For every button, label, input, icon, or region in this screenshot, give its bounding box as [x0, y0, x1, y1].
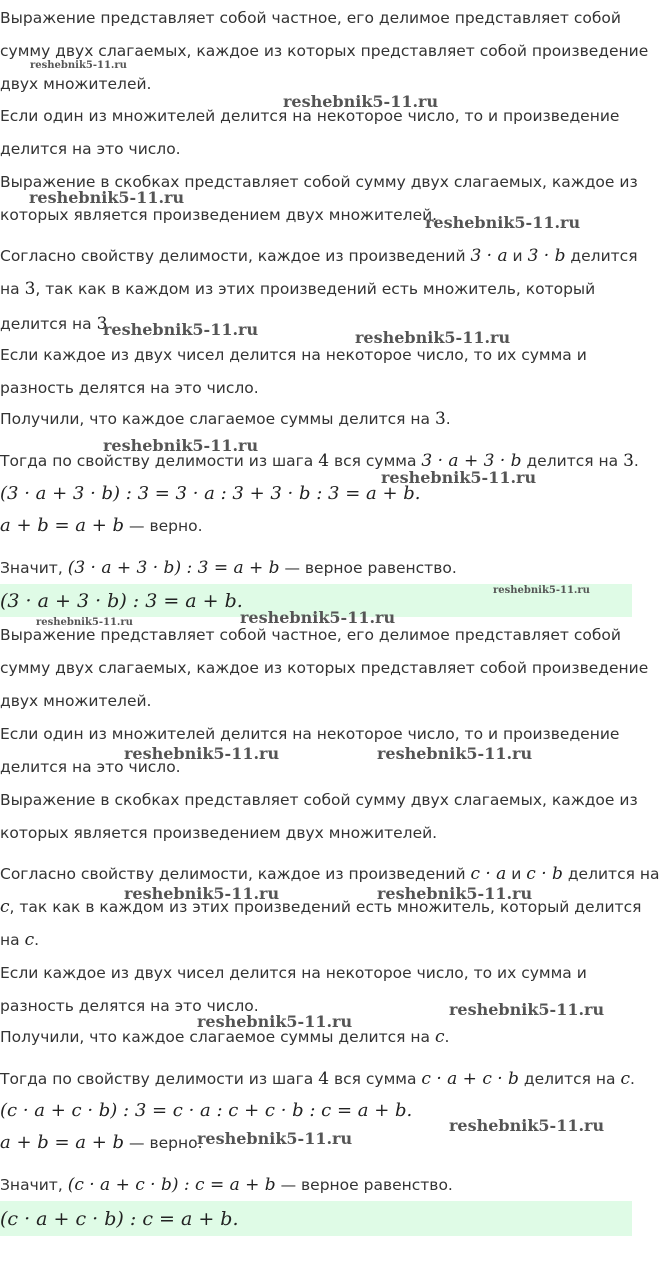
p2-line-10: на c. [0, 930, 40, 950]
p1-line-3: двух множителей. [0, 75, 152, 93]
p2-line-8: Согласно свойству делимости, каждое из произведений c · a и c · b делится на [0, 864, 660, 884]
p1-formula-2: a + b = a + b — верно. [0, 515, 203, 536]
math-inline: (3 · a + 3 · b) : 3 = a + b [67, 558, 280, 578]
watermark: reshebnik5-11.ru [377, 884, 533, 903]
math-inline: c [0, 897, 10, 917]
p1-answer: (3 · a + 3 · b) : 3 = a + b. [0, 590, 243, 612]
math-inline: 4 [318, 1069, 330, 1089]
watermark: reshebnik5-11.ru [197, 1129, 353, 1148]
p2-line-5: делится на это число. [0, 758, 181, 776]
math-inline: c · a [470, 864, 507, 884]
math-inline: 3 [96, 314, 108, 334]
math-inline: 3 [623, 451, 634, 471]
math-inline: c [620, 1069, 631, 1089]
p1-line-10: делится на 3 [0, 314, 108, 334]
p2-line-6: Выражение в скобках представляет собой сумму двух слагаемых, каждое из [0, 791, 638, 809]
p1-line-7: которых является произведением двух множителей. [0, 206, 438, 224]
p2-line-2: сумму двух слагаемых, каждое из которых представляет собой произведение [0, 659, 649, 677]
p2-line-9: c, так как в каждом из этих произведений есть множитель, который делится [0, 897, 642, 917]
watermark: reshebnik5-11.ru [240, 608, 396, 627]
p1-line-2: сумму двух слагаемых, каждое из которых представляет собой произведение [0, 42, 649, 60]
math-inline: c · a + c · b [421, 1069, 519, 1089]
p1-line-4: Если один из множителей делится на некоторое число, то и произведение [0, 107, 620, 125]
p2-line-12: разность делятся на это число. [0, 997, 259, 1015]
watermark: reshebnik5-11.ru [381, 468, 537, 487]
math-inline: c [24, 930, 35, 950]
watermark: reshebnik5-11.ru [103, 320, 259, 339]
watermark: reshebnik5-11.ru [30, 60, 127, 71]
p1-formula-1: (3 · a + 3 · b) : 3 = 3 · a : 3 + 3 · b : 3 = a + b. [0, 483, 421, 504]
p2-line-13: Получили, что каждое слагаемое суммы делится на c. [0, 1027, 450, 1047]
p1-line-5: делится на это число. [0, 140, 181, 158]
watermark: reshebnik5-11.ru [283, 92, 439, 111]
math-inline: c · b [526, 864, 563, 884]
watermark: reshebnik5-11.ru [36, 617, 133, 628]
p2-line-3: двух множителей. [0, 692, 152, 710]
watermark: reshebnik5-11.ru [29, 188, 185, 207]
math-inline: 3 [434, 409, 446, 429]
p1-line-14: Тогда по свойству делимости из шага 4 вся сумма 3 · a + 3 · b делится на 3. [0, 451, 639, 471]
math-inline: 4 [318, 451, 330, 471]
p1-line-13: Получили, что каждое слагаемое суммы делится на 3. [0, 409, 451, 429]
watermark: reshebnik5-11.ru [197, 1012, 353, 1031]
p2-line-11: Если каждое из двух чисел делится на некоторое число, то их сумма и [0, 964, 587, 982]
watermark: reshebnik5-11.ru [355, 328, 511, 347]
p2-line-4: Если один из множителей делится на некоторое число, то и произведение [0, 725, 620, 743]
watermark: reshebnik5-11.ru [103, 436, 259, 455]
p2-line-14: Тогда по свойству делимости из шага 4 вся сумма c · a + c · b делится на c. [0, 1069, 635, 1089]
p2-formula-2: a + b = a + b — верно. [0, 1132, 203, 1153]
p2-conclusion: Значит, (c · a + c · b) : c = a + b — верное равенство. [0, 1175, 453, 1195]
p1-line-12: разность делятся на это число. [0, 379, 259, 397]
p2-line-7: которых является произведением двух множителей. [0, 824, 438, 842]
p2-answer: (c · a + c · b) : c = a + b. [0, 1208, 239, 1230]
p2-line-1: Выражение представляет собой частное, его делимое представляет собой [0, 626, 621, 644]
watermark: reshebnik5-11.ru [377, 744, 533, 763]
math-inline: (c · a + c · b) : c = a + b [67, 1175, 276, 1195]
p1-line-6: Выражение в скобках представляет собой сумму двух слагаемых, каждое из [0, 173, 638, 191]
p1-conclusion: Значит, (3 · a + 3 · b) : 3 = a + b — верное равенство. [0, 558, 457, 578]
math-inline: 3 [24, 279, 36, 299]
watermark: reshebnik5-11.ru [124, 884, 280, 903]
math-inline: 3 · a + 3 · b [421, 451, 522, 471]
watermark: reshebnik5-11.ru [449, 1116, 605, 1135]
math-inline: c [434, 1027, 445, 1047]
p2-formula-1: (c · a + c · b) : 3 = c · a : c + c · b : c = a + b. [0, 1100, 413, 1121]
p1-line-9: на 3, так как в каждом из этих произведений есть множитель, который [0, 279, 596, 299]
watermark: reshebnik5-11.ru [124, 744, 280, 763]
p1-line-11: Если каждое из двух чисел делится на некоторое число, то их сумма и [0, 346, 587, 364]
watermark: reshebnik5-11.ru [493, 585, 590, 596]
p1-line-1: Выражение представляет собой частное, его делимое представляет собой [0, 9, 621, 27]
watermark: reshebnik5-11.ru [425, 213, 581, 232]
math-inline: 3 · a [470, 246, 508, 266]
watermark: reshebnik5-11.ru [449, 1000, 605, 1019]
math-inline: 3 · b [527, 246, 566, 266]
p1-line-8: Согласно свойству делимости, каждое из произведений 3 · a и 3 · b делится [0, 246, 638, 266]
